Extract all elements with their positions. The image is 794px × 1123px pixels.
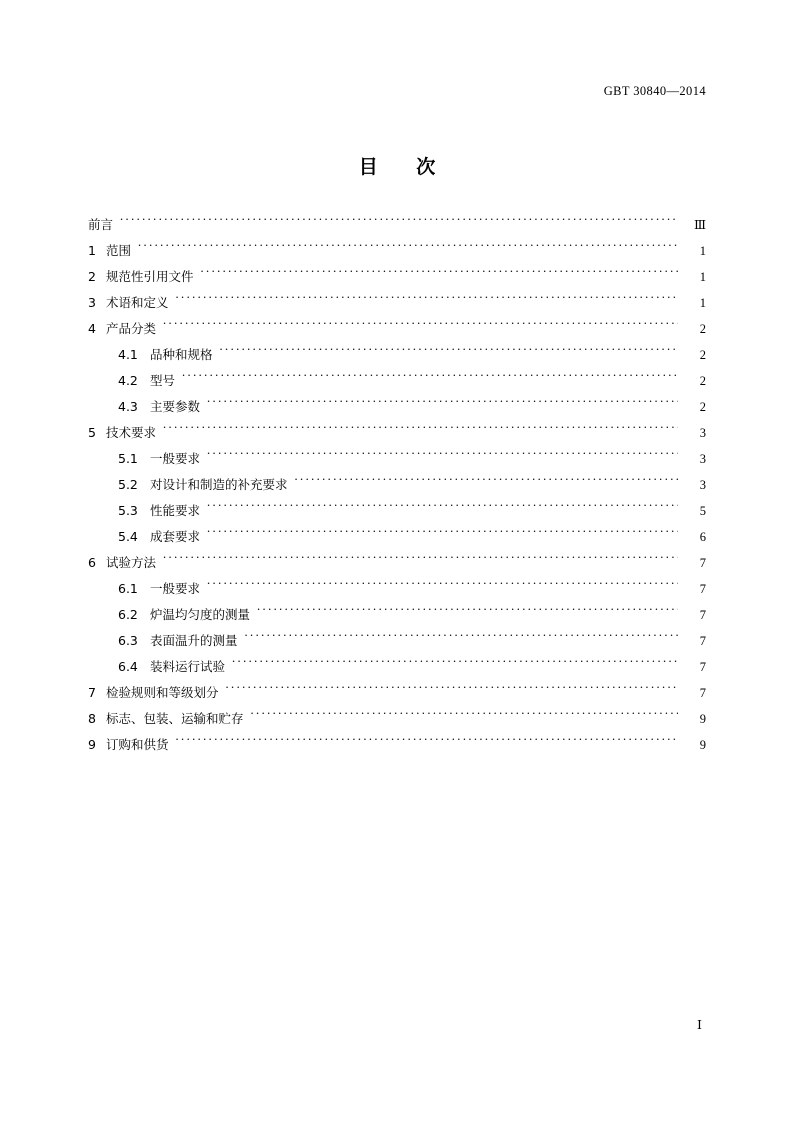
toc-entry[interactable]: [88, 316, 706, 342]
toc-entry-page: 3: [699, 452, 706, 466]
toc-entry-number: 5: [88, 425, 96, 440]
toc-entry[interactable]: [88, 420, 706, 446]
toc-entry-number: 7: [88, 685, 96, 700]
toc-entry[interactable]: [118, 628, 706, 654]
toc-entry-label: 标志、包装、运输和贮存: [106, 711, 244, 726]
toc-entry-label: 订购和供货: [106, 737, 169, 752]
toc-entry-label: 技术要求: [106, 425, 157, 440]
toc-entry-page: 7: [699, 608, 706, 622]
toc-leader-dots: [163, 425, 678, 437]
toc-entry-page: 2: [699, 348, 706, 362]
toc-entry-page: 7: [699, 556, 706, 570]
toc-leader-dots: [120, 217, 678, 229]
toc-entry-number: 6.2: [118, 607, 138, 622]
toc-entry-number: 5.1: [118, 451, 138, 466]
toc-entry-page: 1: [699, 296, 706, 310]
toc-entry-label: 产品分类: [106, 321, 157, 336]
toc-entry[interactable]: [118, 524, 706, 550]
toc-entry-label: 检验规则和等级划分: [106, 685, 219, 700]
toc-entry-page: 7: [699, 686, 706, 700]
toc-entry-number: 9: [88, 737, 96, 752]
toc-leader-dots: [207, 399, 678, 411]
table-of-contents: [88, 212, 706, 758]
toc-entry-label: 表面温升的测量: [150, 633, 238, 648]
toc-entry-page: 7: [699, 582, 706, 596]
toc-entry[interactable]: [118, 602, 706, 628]
toc-leader-dots: [176, 295, 678, 307]
toc-entry-page: 1: [699, 244, 706, 258]
toc-leader-dots: [245, 633, 678, 645]
toc-entry-number: 8: [88, 711, 96, 726]
page-number: Ⅰ: [697, 1018, 702, 1032]
toc-entry-page: 2: [699, 400, 706, 414]
toc-entry-number: 6.1: [118, 581, 138, 596]
toc-entry-label: 炉温均匀度的测量: [150, 607, 251, 622]
toc-entry-label: 前言: [88, 217, 114, 232]
toc-entry-number: 4.1: [118, 347, 138, 362]
toc-entry-page: 1: [699, 270, 706, 284]
toc-leader-dots: [207, 529, 678, 541]
toc-entry[interactable]: [88, 264, 706, 290]
toc-leader-dots: [226, 685, 678, 697]
toc-entry-page: 6: [699, 530, 706, 544]
toc-entry-page: 3: [699, 478, 706, 492]
toc-entry-number: 4.3: [118, 399, 138, 414]
toc-entry-page: 2: [699, 322, 706, 336]
toc-entry[interactable]: [88, 550, 706, 576]
toc-leader-dots: [176, 737, 678, 749]
toc-entry-page: 3: [699, 426, 706, 440]
toc-entry-page: Ⅲ: [693, 218, 706, 232]
toc-leader-dots: [182, 373, 678, 385]
toc-entry[interactable]: [88, 238, 706, 264]
toc-entry-number: 4.2: [118, 373, 138, 388]
toc-entry[interactable]: [118, 394, 706, 420]
toc-entry-label: 术语和定义: [106, 295, 169, 310]
toc-entry-number: 2: [88, 269, 96, 284]
toc-leader-dots: [138, 243, 678, 255]
toc-entry-label: 对设计和制造的补充要求: [150, 477, 288, 492]
toc-entry-number: 5.4: [118, 529, 138, 544]
toc-entry[interactable]: [88, 290, 706, 316]
toc-entry-number: 4: [88, 321, 96, 336]
toc-entry-label: 主要参数: [150, 399, 201, 414]
toc-entry[interactable]: [88, 732, 706, 758]
toc-leader-dots: [251, 711, 678, 723]
toc-leader-dots: [201, 269, 678, 281]
toc-entry-page: 9: [699, 738, 706, 752]
toc-entry[interactable]: [118, 654, 706, 680]
toc-entry-number: 6.3: [118, 633, 138, 648]
toc-leader-dots: [257, 607, 678, 619]
toc-leader-dots: [163, 555, 678, 567]
toc-entry-number: 6: [88, 555, 96, 570]
toc-entry-label: 品种和规格: [150, 347, 213, 362]
standard-code: GBT 30840—2014: [603, 84, 706, 98]
page-title: 目 次: [358, 156, 452, 178]
toc-entry-page: 9: [699, 712, 706, 726]
toc-entry-number: 5.3: [118, 503, 138, 518]
toc-entry-label: 装料运行试验: [150, 659, 226, 674]
toc-entry[interactable]: [88, 706, 706, 732]
toc-entry-label: 范围: [106, 243, 132, 258]
toc-entry-page: 7: [699, 634, 706, 648]
toc-entry-page: 7: [699, 660, 706, 674]
toc-leader-dots: [163, 321, 678, 333]
toc-entry[interactable]: [88, 680, 706, 706]
toc-entry-label: 性能要求: [150, 503, 201, 518]
toc-entry-number: 6.4: [118, 659, 138, 674]
toc-entry-label: 规范性引用文件: [106, 269, 194, 284]
toc-entry-label: 试验方法: [106, 555, 157, 570]
toc-entry[interactable]: [118, 342, 706, 368]
toc-entry-label: 一般要求: [150, 581, 201, 596]
toc-entry[interactable]: [118, 472, 706, 498]
toc-leader-dots: [207, 503, 678, 515]
toc-entry-number: 3: [88, 295, 96, 310]
toc-leader-dots: [295, 477, 678, 489]
toc-entry-number: 1: [88, 243, 96, 258]
toc-entry[interactable]: [118, 498, 706, 524]
toc-leader-dots: [207, 451, 678, 463]
toc-entry-label: 成套要求: [150, 529, 201, 544]
toc-leader-dots: [207, 581, 678, 593]
toc-leader-dots: [232, 659, 678, 671]
toc-entry-page: 2: [699, 374, 706, 388]
toc-entry[interactable]: [88, 212, 706, 238]
toc-entry-page: 5: [699, 504, 706, 518]
toc-entry-label: 型号: [150, 373, 176, 388]
toc-entry[interactable]: [118, 368, 706, 394]
toc-entry-label: 一般要求: [150, 451, 201, 466]
toc-entry-number: 5.2: [118, 477, 138, 492]
toc-leader-dots: [220, 347, 678, 359]
toc-entry[interactable]: [118, 576, 706, 602]
toc-entry[interactable]: [118, 446, 706, 472]
